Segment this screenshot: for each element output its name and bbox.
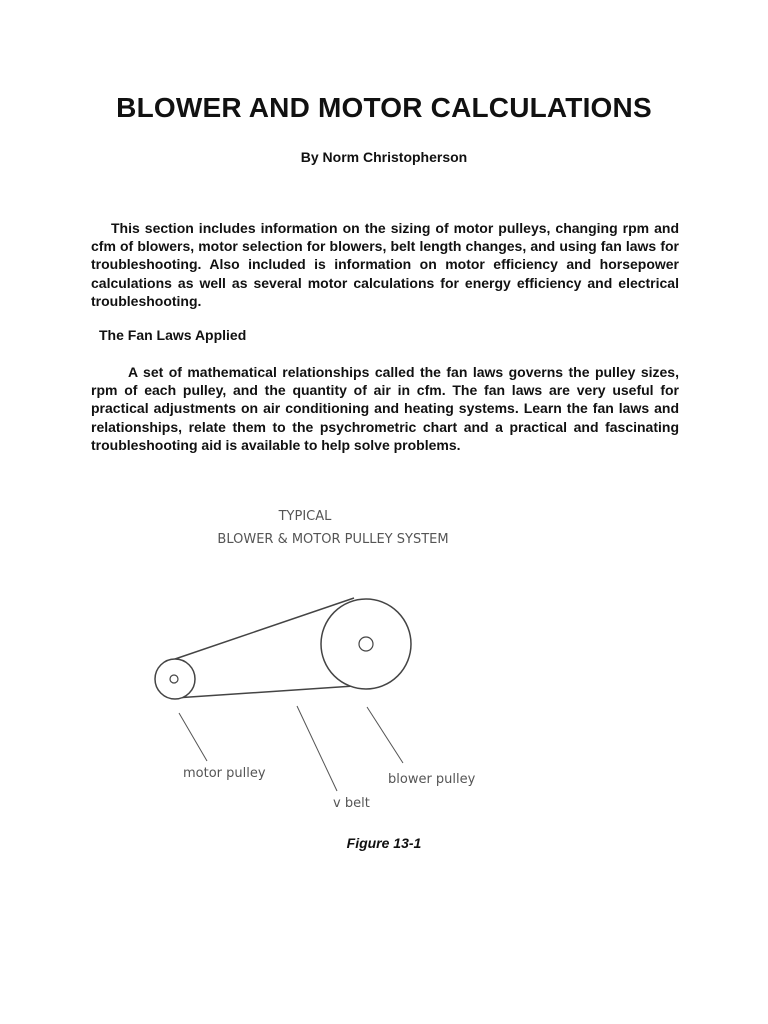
pulley-diagram [0, 480, 768, 830]
v-belt-bottom [175, 686, 354, 698]
section-paragraph: A set of mathematical relationships called the fan laws governs the pulley sizes, rpm of each pulley, and the quantity of air in cfm. The fan laws are very useful for practical adjustments on air conditioning and heating systems. Learn the fan laws and relationships, relate them to the psychrometric chart and a practical and fascinating troubleshooting aid is available to help solve problems. [91, 364, 679, 453]
document-byline: By Norm Christopherson [300, 149, 468, 165]
motor-pulley-label: motor pulley [183, 766, 266, 781]
intro-paragraph: This section includes information on the sizing of motor pulleys, changing rpm and cfm of blowers, motor selection for blowers, belt length changes, and using fan laws for troubleshooting. Also included is information on motor efficiency and horsepower calculations as well as several motor calculations for energy efficiency and electrical troubleshooting. [91, 220, 679, 309]
figure-title-line2: BLOWER & MOTOR PULLEY SYSTEM [217, 532, 449, 547]
blower-pulley-label: blower pulley [388, 772, 476, 787]
motor-pulley-leader [179, 713, 207, 761]
figure-title-line1: TYPICAL [278, 509, 332, 524]
v-belt-label: v belt [333, 796, 370, 811]
blower-pulley-leader [367, 707, 403, 763]
document-title: BLOWER AND MOTOR CALCULATIONS [116, 92, 652, 123]
motor-pulley-hub [170, 675, 178, 683]
pulley-system-figure [0, 480, 768, 830]
v-belt-leader [297, 706, 337, 791]
blower-pulley-hub [359, 637, 373, 651]
section-heading: The Fan Laws Applied [99, 327, 247, 343]
figure-caption: Figure 13-1 [346, 835, 422, 851]
